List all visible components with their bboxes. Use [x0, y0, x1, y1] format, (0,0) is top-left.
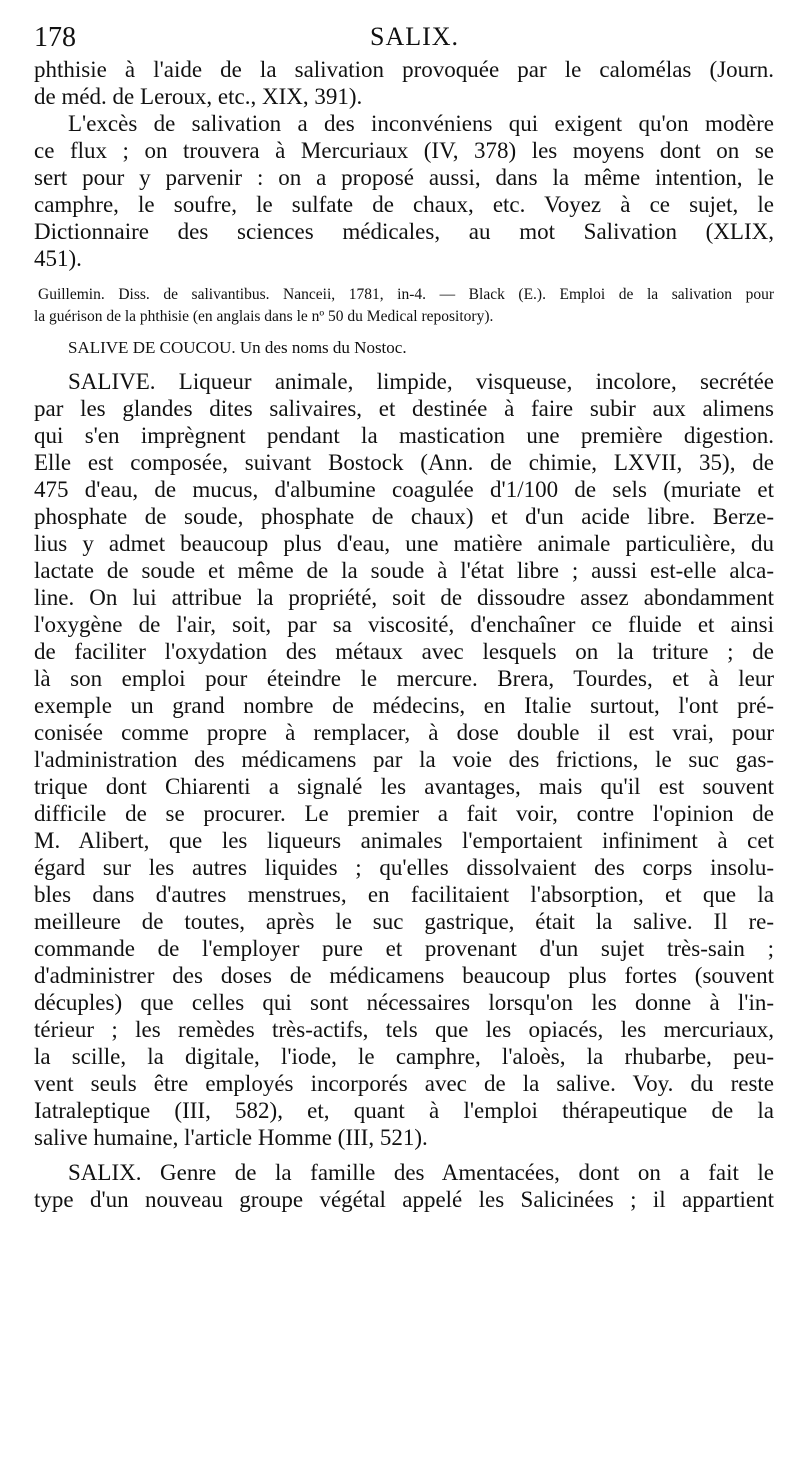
text-line: là son emploi pour éteindre le mercure. Brera, Tourdes, et à leur [34, 666, 774, 691]
text-line: trique dont Chiarenti a signalé les avantages, mais qu'il est souvent [34, 774, 774, 799]
text-line: térieur ; les remèdes très-actifs, tels que les opiacés, les mercuriaux, [34, 1017, 774, 1042]
text-line: phthisie à l'aide de la salivation provoquée par le calomélas (Journ. [34, 57, 774, 82]
text-line: L'excès de salivation a des inconvéniens qui exigent qu'on modère [68, 111, 774, 136]
text-line: conisée comme propre à remplacer, à dose double il est vrai, pour [34, 720, 774, 745]
paragraph-continued [34, 56, 774, 110]
entry-salive [34, 368, 774, 1151]
bibliography-references [34, 284, 774, 328]
text-line: camphre, le soufre, le sulfate de chaux, etc. Voyez à ce sujet, le [34, 192, 774, 217]
reference-line: Guillemin. Diss. de salivantibus. Nanceii, 1781, in-4. — Black (E.). Emploi de la salivation pour [38, 286, 774, 303]
text-line: meilleure de toutes, après le suc gastrique, était la salive. Il re- [34, 909, 774, 934]
paragraph-salivation-excess [34, 110, 774, 272]
text-line: Elle est composée, suivant Bostock (Ann. de chimie, LXVII, 35), de [34, 450, 774, 475]
text-line: l'administration des médicamens par la voie des frictions, le suc gas- [34, 747, 774, 772]
running-title: SALIX. [370, 22, 460, 51]
text-line: ce flux ; on trouvera à Mercuriaux (IV, 378) les moyens dont on se [34, 138, 774, 163]
text-line: 451). [34, 246, 82, 271]
text-line: de faciliter l'oxydation des métaux avec lesquels on la triture ; de [34, 639, 774, 664]
text-line: M. Alibert, que les liqueurs animales l'emportaient infiniment à cet [34, 828, 774, 853]
page-body [34, 56, 774, 1213]
text-line: 475 d'eau, de mucus, d'albumine coagulée d'1/100 de sels (muriate et [34, 477, 774, 502]
text-line: Dictionnaire des sciences médicales, au mot Salivation (XLIX, [34, 219, 774, 244]
text-line: commande de l'employer pure et provenant d'un sujet très-sain ; [34, 936, 774, 961]
text-line: sert pour y parvenir : on a proposé aussi, dans la même intention, le [34, 165, 774, 190]
text-line: bles dans d'autres menstrues, en facilitaient l'absorption, et que la [34, 882, 774, 907]
text-line: vent seuls être employés incorporés avec de la salive. Voy. du reste [34, 1071, 774, 1096]
entry-heading-line: SALIVE. Liqueur animale, limpide, visqueuse, incolore, secrétée [68, 369, 774, 394]
text-line: de méd. de Leroux, etc., XIX, 391). [34, 84, 363, 109]
text-line: phosphate de soude, phosphate de chaux) et d'un acide libre. Berze- [34, 504, 774, 529]
running-head [0, 20, 800, 56]
text-line: d'administrer des doses de médicamens beaucoup plus fortes (souvent [34, 963, 774, 988]
text-line: par les glandes dites salivaires, et destinée à faire subir aux alimens [34, 396, 774, 421]
entry-heading-line: SALIX. Genre de la famille des Amentacées, dont on a fait le [68, 1160, 774, 1185]
text-line: exemple un grand nombre de médecins, en Italie surtout, l'ont pré- [34, 693, 774, 718]
text-line: lius y admet beaucoup plus d'eau, une matière animale particulière, du [34, 531, 774, 556]
text-line: salive humaine, l'article Homme (III, 521). [34, 1125, 428, 1150]
text-line: difficile de se procurer. Le premier a fait voir, contre l'opinion de [34, 801, 774, 826]
text-line: décuples) que celles qui sont nécessaires lorsqu'on les donne à l'in- [34, 990, 774, 1015]
text-line: l'oxygène de l'air, soit, par sa viscosité, d'enchaîner ce fluide et ainsi [34, 612, 774, 637]
text-line: la scille, la digitale, l'iode, le camphre, l'aloès, la rhubarbe, peu- [34, 1044, 774, 1069]
text-line: égard sur les autres liquides ; qu'elles dissolvaient des corps insolu- [34, 855, 774, 880]
page-number: 178 [34, 22, 76, 53]
text-line: line. On lui attribue la propriété, soit de dissoudre assez abondamment [34, 585, 774, 610]
text-line: type d'un nouveau groupe végétal appelé les Salicinées ; il appartient [34, 1187, 774, 1212]
entry-salix [34, 1159, 774, 1213]
reference-line: la guérison de la phthisie (en anglais dans le nº 50 du Medical repository). [34, 308, 494, 325]
text-line: lactate de soude et même de la soude à l'état libre ; aussi est-elle alca- [34, 558, 774, 583]
text-line: Iatraleptique (III, 582), et, quant à l'emploi thérapeutique de la [34, 1098, 774, 1123]
entry-salive-de-coucou: SALIVE DE COUCOU. Un des noms du Nostoc. [68, 338, 407, 357]
text-line: qui s'en imprègnent pendant la mastication une première digestion. [34, 423, 774, 448]
